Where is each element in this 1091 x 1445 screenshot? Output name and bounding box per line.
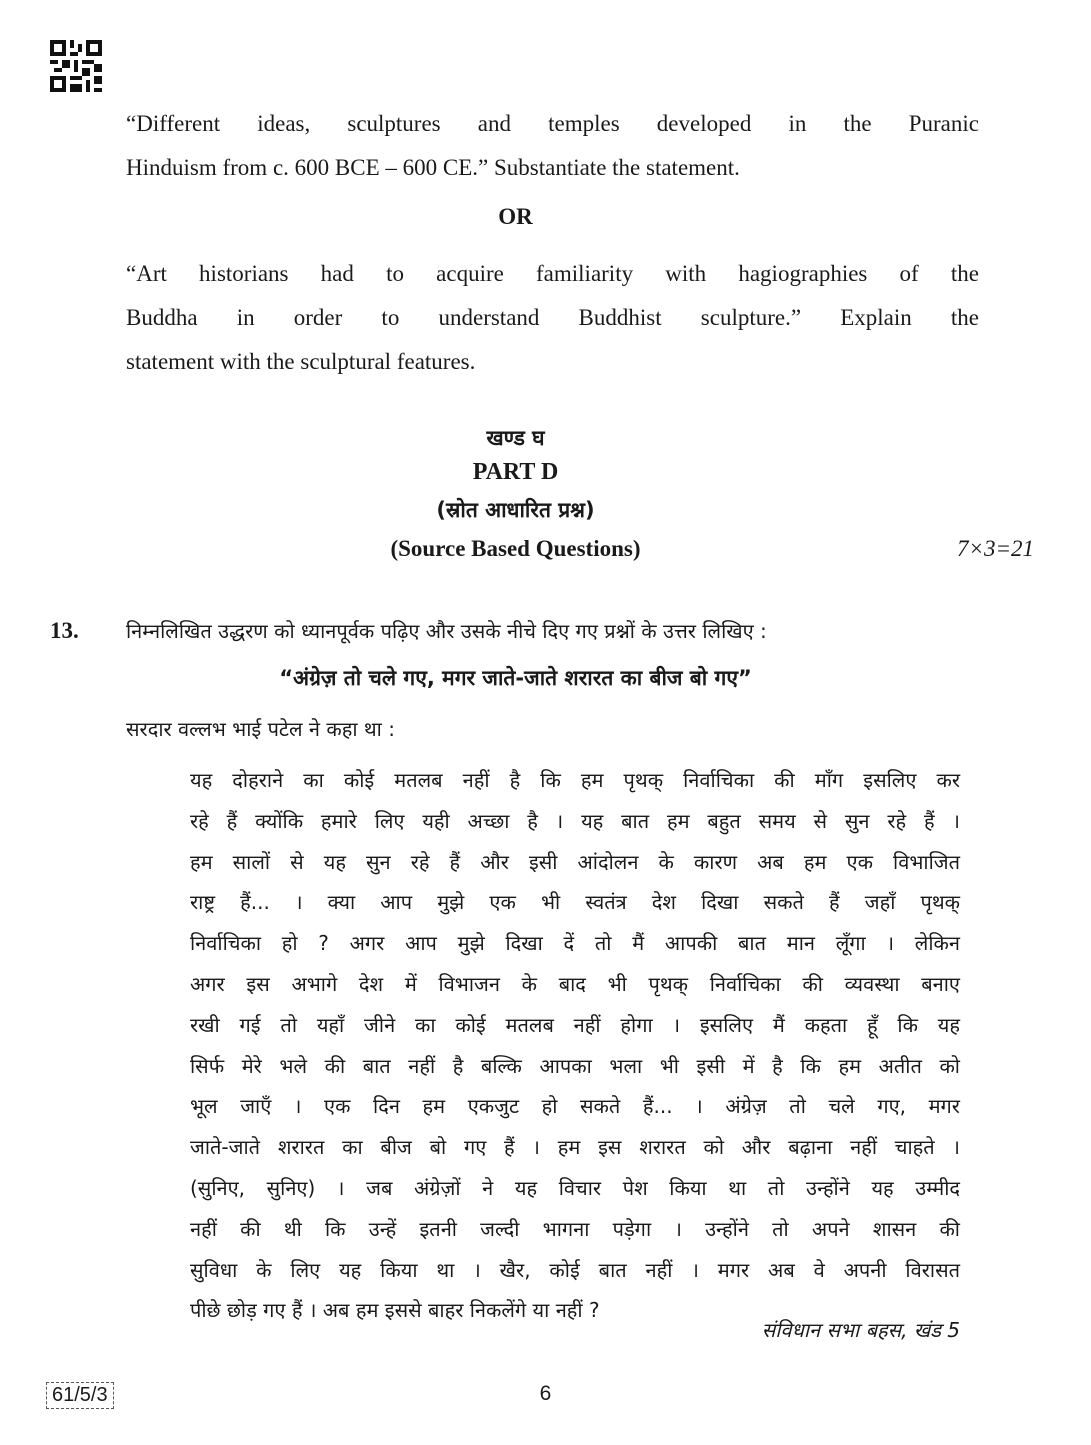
text-line: “Different ideas, sculptures and temples developed in the Puranic bbox=[126, 111, 979, 136]
quote-line: जाते-जाते शरारत का बीज बो गए हैं । हम इस शरारत को और बढ़ाना नहीं चाहते । bbox=[190, 1135, 960, 1160]
source-speaker: सरदार वल्लभ भाई पटेल ने कहा था : bbox=[126, 717, 395, 741]
quote-line: (सुनिए, सुनिए) । जब अंग्रेज़ों ने यह विचार पेश किया था तो उन्होंने यह उम्मीद bbox=[190, 1175, 960, 1200]
quote-line: निर्वाचिका हो ? अगर आप मुझे दिखा दें तो मैं आपकी बात मान लूँगा । लेकिन bbox=[190, 931, 960, 956]
or-separator: OR bbox=[498, 204, 533, 229]
alternative-question-text bbox=[126, 252, 979, 384]
source-quote bbox=[190, 760, 960, 1331]
text-line: Hinduism from c. 600 BCE – 600 CE.” Substantiate the statement. bbox=[126, 155, 740, 180]
quote-line: पीछे छोड़ गए हैं । अब हम इससे बाहर निकलेंगे या नहीं ? bbox=[190, 1298, 600, 1323]
source-title: “अंग्रेज़ तो चले गए, मगर जाते-जाते शरारत का बीज बो गए” bbox=[279, 666, 752, 690]
quote-line: सिर्फ मेरे भले की बात नहीं है बल्कि आपका भला भी इसी में है कि हम अतीत को bbox=[190, 1053, 960, 1078]
quote-line: हम सालों से यह सुन रहे हैं और इसी आंदोलन के कारण अब हम एक विभाजित bbox=[190, 849, 960, 874]
paper-code: 61/5/3 bbox=[46, 1382, 114, 1409]
quote-line: भूल जाएँ । एक दिन हम एकजुट हो सकते हैं... । अंग्रेज़ तो चले गए, मगर bbox=[190, 1094, 960, 1119]
section-title: PART D bbox=[472, 459, 559, 485]
section-marks: 7×3=21 bbox=[956, 536, 1034, 561]
section-title-hindi: खण्ड घ bbox=[486, 426, 545, 450]
quote-line: सुविधा के लिए यह किया था । खैर, कोई बात नहीं । मगर अब वे अपनी विरासत bbox=[190, 1257, 960, 1282]
text-line: “Art historians had to acquire familiarity with hagiographies of the bbox=[126, 261, 979, 286]
previous-question-text bbox=[126, 102, 979, 190]
section-subtitle: (Source Based Questions) bbox=[390, 536, 641, 561]
quote-line: रखी गई तो यहाँ जीने का कोई मतलब नहीं होगा । इसलिए मैं कहता हूँ कि यह bbox=[190, 1012, 960, 1037]
source-citation: संविधान सभा बहस, खंड 5 bbox=[761, 1318, 960, 1342]
quote-line: रहे हैं क्योंकि हमारे लिए यही अच्छा है । यह बात हम बहुत समय से सुन रहे हैं । bbox=[190, 808, 960, 833]
text-line: Buddha in order to understand Buddhist sculpture.” Explain the bbox=[126, 305, 979, 330]
text-line: statement with the sculptural features. bbox=[126, 349, 476, 374]
question-number: 13. bbox=[50, 618, 79, 643]
page-number: 6 bbox=[539, 1382, 552, 1405]
quote-line: नहीं की थी कि उन्हें इतनी जल्दी भागना पड़ेगा । उन्होंने तो अपने शासन की bbox=[190, 1216, 960, 1241]
question-instruction: निम्नलिखित उद्धरण को ध्यानपूर्वक पढ़िए और उसके नीचे दिए गए प्रश्नों के उत्तर लिखिए : bbox=[126, 619, 767, 643]
section-subtitle-hindi: (स्रोत आधारित प्रश्न) bbox=[436, 498, 595, 522]
quote-line: यह दोहराने का कोई मतलब नहीं है कि हम पृथक् निर्वाचिका की माँग इसलिए कर bbox=[190, 768, 960, 792]
quote-line: अगर इस अभागे देश में विभाजन के बाद भी पृथक् निर्वाचिका की व्यवस्था बनाए bbox=[190, 971, 960, 996]
quote-line: राष्ट्र हैं... । क्या आप मुझे एक भी स्वतंत्र देश दिखा सकते हैं जहाँ पृथक् bbox=[190, 890, 960, 915]
qr-code-icon bbox=[50, 40, 102, 92]
